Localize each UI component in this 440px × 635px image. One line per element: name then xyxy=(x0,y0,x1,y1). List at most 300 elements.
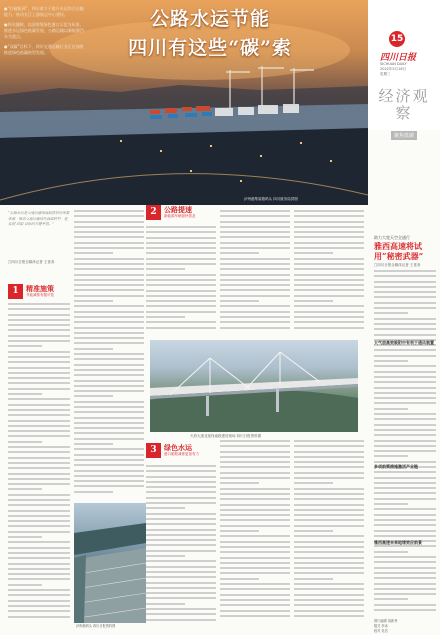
text-line xyxy=(220,321,290,323)
text-line xyxy=(146,502,216,504)
text-line xyxy=(8,457,70,459)
text-line xyxy=(220,482,259,484)
text-line xyxy=(74,268,144,270)
text-line xyxy=(146,242,216,244)
sidebar-subhead: 大气层高效吸附中有利于通风装置 xyxy=(374,340,434,345)
text-line xyxy=(8,525,70,527)
text-line xyxy=(146,603,185,605)
text-line xyxy=(374,524,436,526)
text-line xyxy=(374,593,436,595)
text-line xyxy=(374,477,436,479)
text-line xyxy=(74,390,144,392)
text-line xyxy=(146,263,216,265)
text-line xyxy=(74,406,144,408)
text-line xyxy=(74,470,144,472)
text-line xyxy=(294,498,364,500)
text-line xyxy=(146,486,216,488)
section-subtitle: 港口船舶减排更加有力 xyxy=(164,452,199,456)
text-line xyxy=(74,348,113,350)
text-line xyxy=(294,519,364,521)
text-line xyxy=(74,364,144,366)
text-line xyxy=(74,263,144,265)
text-line xyxy=(74,459,144,461)
text-line xyxy=(8,398,70,400)
text-line xyxy=(294,466,364,468)
text-line xyxy=(146,247,216,249)
text-line xyxy=(374,492,436,494)
text-line xyxy=(220,551,290,553)
text-line xyxy=(74,443,113,445)
text-line xyxy=(374,514,436,516)
text-line xyxy=(146,470,216,472)
text-line xyxy=(220,572,290,574)
port-caption: 泸州港码头 四川日报资料图 xyxy=(76,624,116,628)
byline: □四川日报全媒体记者 王喜寿 xyxy=(8,260,55,264)
text-line xyxy=(294,316,364,318)
text-line xyxy=(374,604,436,606)
text-line xyxy=(146,507,185,509)
text-line xyxy=(74,401,144,403)
text-line xyxy=(220,311,290,313)
text-line xyxy=(374,556,436,558)
text-line xyxy=(146,608,216,610)
text-line xyxy=(374,281,436,283)
text-line xyxy=(146,327,216,329)
text-line xyxy=(8,414,70,416)
text-line xyxy=(74,454,144,456)
text-line xyxy=(374,318,436,320)
text-line xyxy=(220,289,290,291)
text-line xyxy=(294,263,364,265)
text-line xyxy=(294,530,333,532)
text-line xyxy=(220,445,290,447)
sidebar-subhead: 雅西高速未来地缘效应前景 xyxy=(374,540,422,545)
meta-line: 2022年5月18日 xyxy=(380,67,407,71)
text-line xyxy=(374,567,436,569)
text-line xyxy=(374,355,436,357)
text-line xyxy=(374,328,436,330)
text-line xyxy=(146,497,216,499)
text-line xyxy=(74,300,113,302)
text-line xyxy=(8,361,70,363)
text-line xyxy=(146,476,216,478)
text-line xyxy=(74,480,144,482)
text-line xyxy=(220,215,290,217)
text-line xyxy=(74,369,144,371)
text-line xyxy=(220,530,259,532)
text-line xyxy=(374,450,436,452)
section-subtitle: 节能减排有据可依 xyxy=(26,293,54,297)
text-line xyxy=(8,568,70,570)
hero-caption: 泸州港集装箱码头 四川航务局供图 xyxy=(244,197,298,201)
text-line xyxy=(294,514,364,516)
text-line xyxy=(146,555,185,557)
text-line xyxy=(220,236,290,238)
intro-paragraph: ●四川编制，以国家级绿色港口示范为标准，推进水运绿色低碳发展，公路运输以新能源汽车为重点。 xyxy=(4,22,84,39)
text-line xyxy=(8,552,70,554)
text-line xyxy=(8,351,70,353)
text-line xyxy=(294,541,364,543)
text-line xyxy=(146,295,216,297)
text-line xyxy=(74,475,144,477)
text-line xyxy=(294,482,333,484)
text-line xyxy=(374,408,408,410)
text-line xyxy=(146,268,185,270)
text-line xyxy=(374,572,436,574)
text-line xyxy=(8,308,70,310)
text-line xyxy=(8,541,70,543)
text-line xyxy=(374,461,436,463)
text-line xyxy=(146,465,216,467)
meta-line: SICHUAN DAILY xyxy=(380,62,407,66)
port-photo xyxy=(74,503,146,623)
text-line xyxy=(8,510,70,512)
text-line xyxy=(220,466,290,468)
text-line xyxy=(146,560,216,562)
text-line xyxy=(294,295,364,297)
text-line xyxy=(220,456,290,458)
footer-credit: 图片编辑 刘新秀 xyxy=(374,619,398,623)
text-line xyxy=(374,609,436,611)
text-line xyxy=(74,221,144,223)
text-line xyxy=(146,274,216,276)
text-line xyxy=(74,327,144,329)
text-line xyxy=(74,342,144,344)
body-text-column xyxy=(220,440,290,625)
text-line xyxy=(294,594,364,596)
body-text-column xyxy=(220,210,290,336)
text-line xyxy=(74,258,144,260)
text-line xyxy=(374,371,436,373)
text-line xyxy=(8,441,42,443)
text-line xyxy=(8,589,70,591)
text-line xyxy=(294,268,364,270)
text-line xyxy=(374,381,436,383)
body-text-column xyxy=(294,210,364,336)
text-line xyxy=(8,504,70,506)
sidebar-byline: □四川日报全媒体记者 王喜寿 xyxy=(374,263,421,267)
text-line xyxy=(294,289,364,291)
text-line xyxy=(374,402,436,404)
text-line xyxy=(74,215,144,217)
column-title-text: 经济观察 xyxy=(378,87,430,122)
text-line xyxy=(8,329,70,331)
text-line xyxy=(374,508,436,510)
text-line xyxy=(8,420,70,422)
text-line xyxy=(8,610,70,612)
text-line xyxy=(220,258,290,260)
text-line xyxy=(220,594,290,596)
text-line xyxy=(8,451,70,453)
text-line xyxy=(146,597,216,599)
text-line xyxy=(220,562,290,564)
text-line xyxy=(294,221,364,223)
text-line xyxy=(74,432,144,434)
text-line xyxy=(374,455,408,457)
text-line xyxy=(374,503,408,505)
text-line xyxy=(220,567,290,569)
text-line xyxy=(220,615,290,617)
text-line xyxy=(74,411,144,413)
bridge-caption: 天府大道北延线南段建设现场 四川日报资料图 xyxy=(190,434,262,438)
text-line xyxy=(294,461,364,463)
text-line xyxy=(220,316,290,318)
text-line xyxy=(220,588,290,590)
text-line xyxy=(294,472,364,474)
text-line xyxy=(74,374,144,376)
text-line xyxy=(146,311,216,313)
text-line xyxy=(374,302,436,304)
text-line xyxy=(220,268,290,270)
text-line xyxy=(294,305,364,307)
text-line xyxy=(8,605,70,607)
body-text-column xyxy=(74,210,144,500)
text-line xyxy=(74,337,144,339)
text-line xyxy=(220,599,290,601)
text-line xyxy=(374,291,436,293)
column-subtitle: 聚焦低碳 xyxy=(391,131,417,140)
text-line xyxy=(8,446,70,448)
text-line xyxy=(294,440,364,442)
text-line xyxy=(146,619,216,621)
text-line xyxy=(74,311,144,313)
text-line xyxy=(8,578,70,580)
text-line xyxy=(220,504,290,506)
text-line xyxy=(374,286,436,288)
text-line xyxy=(374,498,436,500)
text-line xyxy=(220,226,290,228)
text-line xyxy=(74,485,144,487)
headline-line-1: 公路水运节能 xyxy=(149,8,270,30)
text-line xyxy=(220,279,290,281)
sidebar-text-column xyxy=(374,270,436,615)
text-line xyxy=(294,604,364,606)
footer-credit: 版式 李冰 xyxy=(374,624,388,628)
text-line xyxy=(374,487,436,489)
text-line xyxy=(146,252,216,254)
section-number: 1 xyxy=(8,284,23,299)
text-line xyxy=(220,451,290,453)
text-line xyxy=(294,546,364,548)
text-line xyxy=(294,599,364,601)
text-line xyxy=(294,242,364,244)
text-line xyxy=(74,210,144,212)
sidebar-subhead: 多项前策措施激活产业链 xyxy=(374,464,418,469)
text-line xyxy=(220,493,290,495)
text-line xyxy=(294,215,364,217)
text-line xyxy=(374,535,436,537)
text-line xyxy=(8,594,70,596)
text-line xyxy=(146,321,216,323)
text-line xyxy=(220,440,290,442)
text-line xyxy=(8,335,70,337)
text-line xyxy=(8,531,70,533)
text-line xyxy=(74,464,144,466)
text-line xyxy=(146,539,216,541)
footer-credit: 校对 吴苦 xyxy=(374,629,388,633)
text-line xyxy=(74,242,144,244)
text-line xyxy=(294,567,364,569)
text-line xyxy=(374,519,436,521)
text-line xyxy=(374,530,436,532)
text-line xyxy=(294,456,364,458)
text-line xyxy=(146,523,216,525)
text-line xyxy=(146,571,216,573)
text-line xyxy=(374,376,436,378)
text-line xyxy=(220,610,290,612)
text-line xyxy=(374,365,436,367)
text-line xyxy=(220,604,290,606)
text-line xyxy=(374,471,436,473)
text-line xyxy=(294,210,364,212)
text-line xyxy=(374,445,436,447)
text-line xyxy=(220,525,290,527)
text-line xyxy=(374,323,436,325)
text-line xyxy=(146,587,216,589)
text-line xyxy=(8,499,70,501)
text-line xyxy=(294,247,364,249)
text-line xyxy=(374,296,436,298)
text-line xyxy=(220,546,290,548)
page-footer xyxy=(374,619,438,634)
text-line xyxy=(374,588,436,590)
text-line xyxy=(220,221,290,223)
text-line xyxy=(74,332,144,334)
text-line xyxy=(8,372,70,374)
text-line xyxy=(74,236,144,238)
text-line xyxy=(8,382,70,384)
text-line xyxy=(294,284,364,286)
newspaper-logo: 四川日报 xyxy=(380,53,417,63)
text-line xyxy=(374,429,436,431)
text-line xyxy=(374,434,436,436)
text-line xyxy=(220,472,290,474)
text-line xyxy=(374,312,408,314)
intro-summary xyxy=(4,6,86,60)
text-line xyxy=(220,461,290,463)
text-line xyxy=(74,247,144,249)
text-line xyxy=(8,303,70,305)
text-line xyxy=(294,572,364,574)
section-heading xyxy=(146,205,196,220)
text-line xyxy=(8,388,70,390)
text-line xyxy=(220,488,290,490)
text-line xyxy=(8,377,70,379)
text-line xyxy=(294,588,364,590)
text-line xyxy=(374,561,436,563)
text-line xyxy=(294,445,364,447)
text-line xyxy=(374,360,408,362)
text-line xyxy=(294,279,364,281)
text-line xyxy=(8,473,70,475)
section-heading xyxy=(8,284,54,299)
text-line xyxy=(8,425,70,427)
text-line xyxy=(294,509,364,511)
text-line xyxy=(146,258,216,260)
text-line xyxy=(8,367,70,369)
text-line xyxy=(146,566,216,568)
text-line xyxy=(74,226,144,228)
sidebar-headline-block xyxy=(374,235,436,268)
text-line xyxy=(8,600,70,602)
text-line xyxy=(74,395,113,397)
text-line xyxy=(220,541,290,543)
text-line xyxy=(8,409,70,411)
text-line xyxy=(294,504,364,506)
text-line xyxy=(8,483,70,485)
text-line xyxy=(8,536,42,538)
text-line xyxy=(294,535,364,537)
section-heading xyxy=(146,443,199,458)
section-number: 2 xyxy=(146,205,161,220)
text-line xyxy=(374,349,436,351)
text-line xyxy=(146,613,216,615)
text-line xyxy=(294,583,364,585)
text-line xyxy=(8,478,70,480)
text-line xyxy=(146,529,216,531)
text-line xyxy=(220,583,290,585)
text-line xyxy=(74,422,144,424)
text-line xyxy=(8,462,70,464)
text-line xyxy=(220,498,290,500)
text-line xyxy=(220,327,290,329)
text-line xyxy=(220,247,290,249)
body-text-column xyxy=(294,440,364,625)
column-title xyxy=(376,88,432,141)
text-line xyxy=(220,295,290,297)
text-line xyxy=(146,305,216,307)
text-line xyxy=(294,557,364,559)
intro-paragraph: ●“打破瓶颈”，四川着力于提升水运综合运输能力，推动长江上游航运中心建设。 xyxy=(4,6,84,17)
text-line xyxy=(294,551,364,553)
section-title: 公路提速 xyxy=(164,205,192,214)
text-line xyxy=(220,242,290,244)
text-line xyxy=(146,231,216,233)
text-line xyxy=(8,435,70,437)
text-line xyxy=(74,305,144,307)
intro-paragraph: ●“双碳”目标下，四川交通运输行业正在加快推进绿色低碳转型发展。 xyxy=(4,44,84,55)
sidebar-headline: 雅西高速将试用“秘密武器” xyxy=(374,241,424,261)
text-line xyxy=(74,321,144,323)
text-line xyxy=(220,509,290,511)
text-line xyxy=(374,424,436,426)
text-line xyxy=(146,592,216,594)
text-line xyxy=(374,270,436,272)
text-line xyxy=(146,550,216,552)
text-line xyxy=(74,380,144,382)
text-line xyxy=(8,573,70,575)
text-line xyxy=(220,300,259,302)
text-line xyxy=(294,274,364,276)
text-line xyxy=(146,290,216,292)
text-line xyxy=(294,311,364,313)
body-text-column xyxy=(146,465,216,625)
text-line xyxy=(74,358,144,360)
text-line xyxy=(374,397,436,399)
text-line xyxy=(8,584,42,586)
text-line xyxy=(74,252,113,254)
text-line xyxy=(74,274,144,276)
text-line xyxy=(294,321,364,323)
text-line xyxy=(220,210,290,212)
text-line xyxy=(8,393,42,395)
text-line xyxy=(374,583,436,585)
text-line xyxy=(294,477,364,479)
text-line xyxy=(74,438,144,440)
text-line xyxy=(8,467,70,469)
text-line xyxy=(74,353,144,355)
text-line xyxy=(74,295,144,297)
